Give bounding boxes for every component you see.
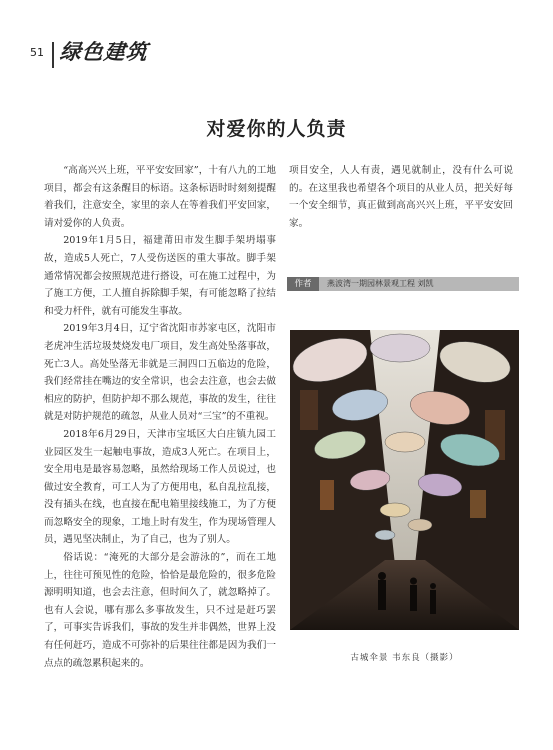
article-title: 对爱你的人负责: [206, 118, 347, 140]
paragraph: 2019年1月5日，福建莆田市发生脚手架坍塌事故，造成5人死亡，7人受伤送医的重大事故。脚手架通常情况都会按照规范进行搭设，可在施工过程中，为了施工方便，工人擅自拆除脚手架，有可能忽略了拉结和受力杆件，就有可能发生事故。: [44, 235, 276, 317]
page-number: 51: [30, 46, 44, 59]
paragraph: 项目安全，人人有责，遇见就制止，没有什么可说的。在这里我也希望各个项目的从业人员，把关好每一个安全细节，真正做到高高兴兴上班，平平安安回家。: [289, 165, 513, 229]
paragraph: 2019年3月4日，辽宁省沈阳市苏家屯区，沈阳市老虎冲生活垃圾焚烧发电厂项目，发生高处坠落事故，死亡3人。高处坠落无非就是三洞四口五临边的危险，我们经常挂在嘴边的安全常识，也会去注意，也会去做相应的防护，但防护却不那么规范，事故的发生，往往就是对防护规范的疏忽，从业人员对“三宝”的不重视。: [44, 323, 276, 423]
umbrella-street-photo: [290, 330, 519, 630]
magazine-title: 绿色建筑: [58, 39, 150, 64]
paragraph: “高高兴兴上班，平平安安回家”，十有八九的工地项目，都会有这条醒目的标语。这条标语时时刻刻提醒着我们，注意安全，家里的亲人在等着我们平安回家，请对爱你的人负责。: [44, 165, 276, 229]
photo-caption: 古城伞景 韦东良（摄影）: [350, 653, 459, 663]
author-bar: [287, 277, 519, 291]
author-info: 燕波湾一期园林景观工程 刘凯: [327, 279, 434, 288]
page-header: [30, 34, 190, 68]
right-column: [289, 162, 513, 232]
photo-illustration: [290, 330, 519, 630]
header-divider: [52, 42, 54, 68]
author-label: 作者: [287, 277, 319, 291]
paragraph: 俗话说：“淹死的大部分是会游泳的”，而在工地上，往往可预见性的危险，恰恰是最危险的，很多危险源明明知道，也会去注意，但时间久了，就忽略掉了。也有人会说，哪有那么多事故发生，只不过是赶巧罢了，可事实告诉我们，事故的发生并非偶然，世界上没有任何赶巧，造成不可弥补的后果往往都是因为我们一点点的疏忽累积起来的。: [44, 552, 276, 669]
paragraph: 2018年6月29日，天津市宝坻区大白庄镇九园工业园区发生一起触电事故，造成3人死亡。在项目上，安全用电是最容易忽略，虽然给现场工作人员说过，也做过安全教育，可工人为了方便用电，私自乱拉乱接，没有插头在线，也直接在配电箱里接线施工，为了方便而忽略安全的现象，工地上时有发生，作为现场管理人员，遇见坚决制止，为了自己，也为了别人。: [44, 428, 276, 546]
left-column: [44, 162, 276, 672]
